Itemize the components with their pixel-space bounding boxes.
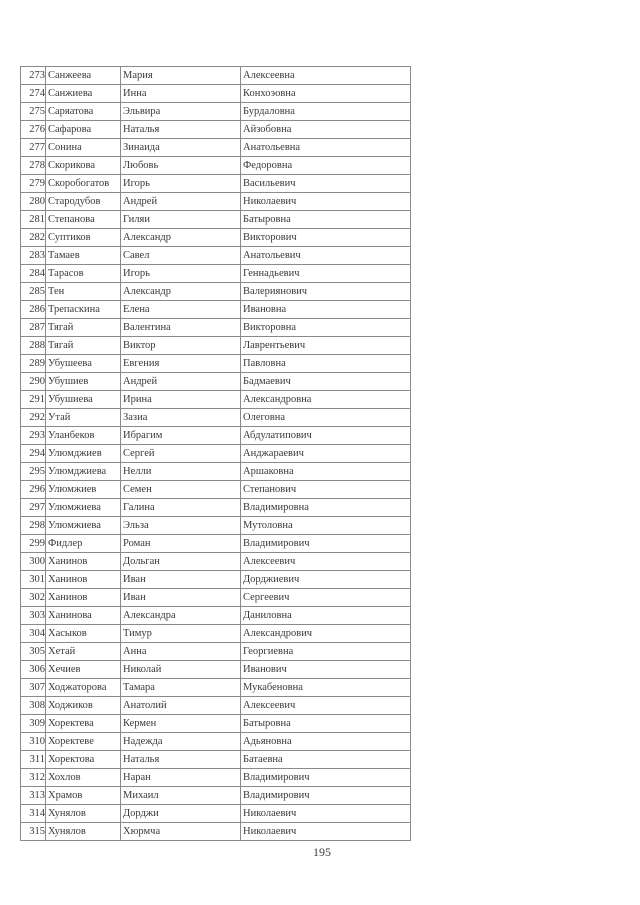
row-number-cell: 298	[21, 517, 46, 535]
patronymic-cell: Александровна	[241, 391, 411, 409]
first-name-cell: Елена	[121, 301, 241, 319]
row-number-cell: 311	[21, 751, 46, 769]
last-name-cell: Хоректова	[46, 751, 121, 769]
first-name-cell: Николай	[121, 661, 241, 679]
row-number-cell: 304	[21, 625, 46, 643]
table-row	[21, 463, 411, 481]
patronymic-cell: Анджараевич	[241, 445, 411, 463]
first-name-cell: Савел	[121, 247, 241, 265]
table-row	[21, 769, 411, 787]
table-row	[21, 535, 411, 553]
row-number-cell: 277	[21, 139, 46, 157]
table-row	[21, 481, 411, 499]
patronymic-cell: Мутоловна	[241, 517, 411, 535]
first-name-cell: Роман	[121, 535, 241, 553]
row-number-cell: 299	[21, 535, 46, 553]
last-name-cell: Хунялов	[46, 823, 121, 841]
patronymic-cell: Даниловна	[241, 607, 411, 625]
table-row	[21, 679, 411, 697]
table-row	[21, 661, 411, 679]
last-name-cell: Скоробогатов	[46, 175, 121, 193]
row-number-cell: 294	[21, 445, 46, 463]
patronymic-cell: Мукабеновна	[241, 679, 411, 697]
table-row	[21, 553, 411, 571]
table-row	[21, 247, 411, 265]
last-name-cell: Улюмжиева	[46, 499, 121, 517]
first-name-cell: Иван	[121, 571, 241, 589]
last-name-cell: Улюмджиева	[46, 463, 121, 481]
patronymic-cell: Айзобовна	[241, 121, 411, 139]
first-name-cell: Наталья	[121, 121, 241, 139]
last-name-cell: Скорикова	[46, 157, 121, 175]
row-number-cell: 284	[21, 265, 46, 283]
first-name-cell: Александра	[121, 607, 241, 625]
patronymic-cell: Валериянович	[241, 283, 411, 301]
patronymic-cell: Батаевна	[241, 751, 411, 769]
last-name-cell: Хетай	[46, 643, 121, 661]
first-name-cell: Нелли	[121, 463, 241, 481]
row-number-cell: 303	[21, 607, 46, 625]
first-name-cell: Александр	[121, 283, 241, 301]
first-name-cell: Зинаида	[121, 139, 241, 157]
first-name-cell: Анна	[121, 643, 241, 661]
table-row	[21, 805, 411, 823]
table-row	[21, 517, 411, 535]
last-name-cell: Степанова	[46, 211, 121, 229]
last-name-cell: Ханинов	[46, 553, 121, 571]
table-row	[21, 607, 411, 625]
last-name-cell: Ханинов	[46, 571, 121, 589]
first-name-cell: Эльвира	[121, 103, 241, 121]
row-number-cell: 289	[21, 355, 46, 373]
table-row	[21, 445, 411, 463]
table-row	[21, 643, 411, 661]
row-number-cell: 276	[21, 121, 46, 139]
last-name-cell: Санжиева	[46, 85, 121, 103]
row-number-cell: 291	[21, 391, 46, 409]
row-number-cell: 296	[21, 481, 46, 499]
row-number-cell: 305	[21, 643, 46, 661]
last-name-cell: Тягай	[46, 337, 121, 355]
patronymic-cell: Владимировна	[241, 499, 411, 517]
first-name-cell: Михаил	[121, 787, 241, 805]
row-number-cell: 314	[21, 805, 46, 823]
page-number: 195	[313, 845, 331, 859]
row-number-cell: 283	[21, 247, 46, 265]
patronymic-cell: Олеговна	[241, 409, 411, 427]
first-name-cell: Эльза	[121, 517, 241, 535]
table-row	[21, 175, 411, 193]
last-name-cell: Хоректеве	[46, 733, 121, 751]
table-row	[21, 85, 411, 103]
table-row	[21, 211, 411, 229]
row-number-cell: 279	[21, 175, 46, 193]
patronymic-cell: Алексеевич	[241, 697, 411, 715]
first-name-cell: Мария	[121, 67, 241, 85]
first-name-cell: Наталья	[121, 751, 241, 769]
patronymic-cell: Викторовна	[241, 319, 411, 337]
first-name-cell: Игорь	[121, 265, 241, 283]
patronymic-cell: Федоровна	[241, 157, 411, 175]
last-name-cell: Фидлер	[46, 535, 121, 553]
patronymic-cell: Владимирович	[241, 535, 411, 553]
patronymic-cell: Ивановна	[241, 301, 411, 319]
table-row	[21, 499, 411, 517]
table-row	[21, 697, 411, 715]
first-name-cell: Надежда	[121, 733, 241, 751]
last-name-cell: Хохлов	[46, 769, 121, 787]
first-name-cell: Инна	[121, 85, 241, 103]
table-row	[21, 355, 411, 373]
last-name-cell: Улюмжиева	[46, 517, 121, 535]
table-row	[21, 373, 411, 391]
patronymic-cell: Батыровна	[241, 211, 411, 229]
table-row	[21, 823, 411, 841]
patronymic-cell: Дорджиевич	[241, 571, 411, 589]
table-row	[21, 103, 411, 121]
row-number-cell: 286	[21, 301, 46, 319]
row-number-cell: 275	[21, 103, 46, 121]
patronymic-cell: Абдулатипович	[241, 427, 411, 445]
row-number-cell: 309	[21, 715, 46, 733]
row-number-cell: 287	[21, 319, 46, 337]
first-name-cell: Виктор	[121, 337, 241, 355]
roster-table-body	[21, 67, 411, 841]
row-number-cell: 307	[21, 679, 46, 697]
first-name-cell: Хюрмча	[121, 823, 241, 841]
last-name-cell: Тен	[46, 283, 121, 301]
table-row	[21, 715, 411, 733]
patronymic-cell: Георгиевна	[241, 643, 411, 661]
first-name-cell: Игорь	[121, 175, 241, 193]
row-number-cell: 280	[21, 193, 46, 211]
table-row	[21, 193, 411, 211]
patronymic-cell: Викторович	[241, 229, 411, 247]
first-name-cell: Александр	[121, 229, 241, 247]
first-name-cell: Наран	[121, 769, 241, 787]
patronymic-cell: Николаевич	[241, 805, 411, 823]
row-number-cell: 312	[21, 769, 46, 787]
last-name-cell: Хунялов	[46, 805, 121, 823]
first-name-cell: Зазиа	[121, 409, 241, 427]
first-name-cell: Любовь	[121, 157, 241, 175]
last-name-cell: Тамаев	[46, 247, 121, 265]
first-name-cell: Гиляи	[121, 211, 241, 229]
patronymic-cell: Павловна	[241, 355, 411, 373]
row-number-cell: 301	[21, 571, 46, 589]
last-name-cell: Сонина	[46, 139, 121, 157]
first-name-cell: Галина	[121, 499, 241, 517]
patronymic-cell: Бадмаевич	[241, 373, 411, 391]
roster-table	[20, 66, 411, 841]
patronymic-cell: Николаевич	[241, 823, 411, 841]
table-row	[21, 589, 411, 607]
table-row	[21, 283, 411, 301]
last-name-cell: Трепаскина	[46, 301, 121, 319]
row-number-cell: 300	[21, 553, 46, 571]
patronymic-cell: Степанович	[241, 481, 411, 499]
patronymic-cell: Анатольевич	[241, 247, 411, 265]
table-row	[21, 427, 411, 445]
patronymic-cell: Лаврентьевич	[241, 337, 411, 355]
row-number-cell: 313	[21, 787, 46, 805]
first-name-cell: Тамара	[121, 679, 241, 697]
first-name-cell: Семен	[121, 481, 241, 499]
last-name-cell: Суптиков	[46, 229, 121, 247]
first-name-cell: Евгения	[121, 355, 241, 373]
last-name-cell: Храмов	[46, 787, 121, 805]
row-number-cell: 315	[21, 823, 46, 841]
table-row	[21, 787, 411, 805]
last-name-cell: Утай	[46, 409, 121, 427]
roster-table-container	[20, 66, 408, 841]
row-number-cell: 278	[21, 157, 46, 175]
row-number-cell: 292	[21, 409, 46, 427]
first-name-cell: Кермен	[121, 715, 241, 733]
first-name-cell: Андрей	[121, 373, 241, 391]
patronymic-cell: Анатольевна	[241, 139, 411, 157]
last-name-cell: Тягай	[46, 319, 121, 337]
last-name-cell: Санжеева	[46, 67, 121, 85]
last-name-cell: Саряатова	[46, 103, 121, 121]
table-row	[21, 391, 411, 409]
table-row	[21, 229, 411, 247]
table-row	[21, 337, 411, 355]
last-name-cell: Тарасов	[46, 265, 121, 283]
table-row	[21, 265, 411, 283]
last-name-cell: Улюмжиев	[46, 481, 121, 499]
last-name-cell: Хечиев	[46, 661, 121, 679]
first-name-cell: Дольган	[121, 553, 241, 571]
row-number-cell: 295	[21, 463, 46, 481]
last-name-cell: Хасыков	[46, 625, 121, 643]
row-number-cell: 290	[21, 373, 46, 391]
last-name-cell: Ходжиков	[46, 697, 121, 715]
last-name-cell: Убушиева	[46, 391, 121, 409]
patronymic-cell: Иванович	[241, 661, 411, 679]
first-name-cell: Тимур	[121, 625, 241, 643]
table-row	[21, 571, 411, 589]
first-name-cell: Валентина	[121, 319, 241, 337]
last-name-cell: Ханинов	[46, 589, 121, 607]
row-number-cell: 273	[21, 67, 46, 85]
row-number-cell: 297	[21, 499, 46, 517]
row-number-cell: 310	[21, 733, 46, 751]
patronymic-cell: Владимирович	[241, 787, 411, 805]
patronymic-cell: Адьяновна	[241, 733, 411, 751]
first-name-cell: Ибрагим	[121, 427, 241, 445]
first-name-cell: Андрей	[121, 193, 241, 211]
first-name-cell: Иван	[121, 589, 241, 607]
patronymic-cell: Бурдаловна	[241, 103, 411, 121]
last-name-cell: Убушиев	[46, 373, 121, 391]
patronymic-cell: Геннадьевич	[241, 265, 411, 283]
patronymic-cell: Владимирович	[241, 769, 411, 787]
last-name-cell: Стародубов	[46, 193, 121, 211]
first-name-cell: Дорджи	[121, 805, 241, 823]
first-name-cell: Ирина	[121, 391, 241, 409]
row-number-cell: 282	[21, 229, 46, 247]
last-name-cell: Сафарова	[46, 121, 121, 139]
patronymic-cell: Батыровна	[241, 715, 411, 733]
last-name-cell: Ханинова	[46, 607, 121, 625]
table-row	[21, 733, 411, 751]
last-name-cell: Улюмджиев	[46, 445, 121, 463]
row-number-cell: 285	[21, 283, 46, 301]
row-number-cell: 306	[21, 661, 46, 679]
table-row	[21, 139, 411, 157]
patronymic-cell: Конхоэовна	[241, 85, 411, 103]
first-name-cell: Анатолий	[121, 697, 241, 715]
patronymic-cell: Алексеевна	[241, 67, 411, 85]
table-row	[21, 319, 411, 337]
patronymic-cell: Алексеевич	[241, 553, 411, 571]
last-name-cell: Хоректева	[46, 715, 121, 733]
table-row	[21, 301, 411, 319]
row-number-cell: 281	[21, 211, 46, 229]
patronymic-cell: Александрович	[241, 625, 411, 643]
patronymic-cell: Николаевич	[241, 193, 411, 211]
patronymic-cell: Сергеевич	[241, 589, 411, 607]
row-number-cell: 308	[21, 697, 46, 715]
last-name-cell: Убушеева	[46, 355, 121, 373]
table-row	[21, 409, 411, 427]
patronymic-cell: Васильевич	[241, 175, 411, 193]
table-row	[21, 157, 411, 175]
row-number-cell: 274	[21, 85, 46, 103]
row-number-cell: 288	[21, 337, 46, 355]
first-name-cell: Сергей	[121, 445, 241, 463]
table-row	[21, 751, 411, 769]
row-number-cell: 293	[21, 427, 46, 445]
last-name-cell: Ходжаторова	[46, 679, 121, 697]
table-row	[21, 121, 411, 139]
row-number-cell: 302	[21, 589, 46, 607]
patronymic-cell: Аршаковна	[241, 463, 411, 481]
last-name-cell: Уланбеков	[46, 427, 121, 445]
table-row	[21, 625, 411, 643]
table-row	[21, 67, 411, 85]
